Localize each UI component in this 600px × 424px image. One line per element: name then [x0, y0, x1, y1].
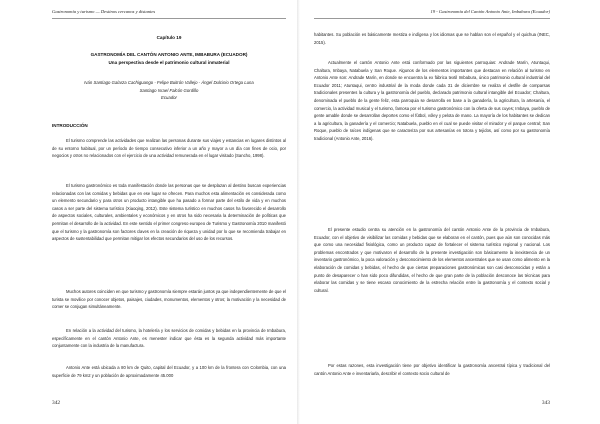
- chapter-title-main: GASTRONOMÍA DEL CANTÓN ANTONIO ANTE, IMBABURA (ECUADOR): [90, 52, 248, 57]
- paragraph: Por estas razones, esta investigación tiene por objetivo identificar la gastronomía ancestral típica y tradicional del cantón Antonio Ante e inventariarla, describir el contexto socio cultural de: [314, 363, 550, 376]
- paragraph: habitantes. Su población es básicamente mestiza e indígena y los idiomas que se hablan son el español y el quichua (INEC, 2015).: [314, 32, 550, 45]
- running-head: 19 - Gastronomía del Cantón Antonio Ante, Imbabura (Ecuador): [430, 9, 550, 14]
- paragraph: En relación a la actividad del turismo, la hotelería y los servicios de comidas y bebidas en la provincia de Imbabura, específicamente en el cantón Antonio Ante, es menester indicar que ésta es la segunda actividad más importante conjuntamente con la industria de la manufactura.: [52, 328, 286, 349]
- header-rule: [52, 18, 286, 19]
- paragraph: El turismo comprende las actividades que realizan las personas durante sus viajes y estancias en lugares distintos al de su entorno habitual, por un período de tiempo consecutivo inferior a un año y mayor a un día con fines de ocio, por negocios y otros no relacionados con el ejercicio de una actividad remunerada en el lugar visitado (Sancho, 1998).: [52, 138, 286, 159]
- left-page: [0, 0, 296, 424]
- chapter-label: Capítulo 19: [156, 35, 182, 40]
- page-number: 343: [541, 400, 550, 406]
- authors-line: Iván Santiago Galarza Cachiguango - Felipe Buitrón Vallejo - Ángel Dulcinio Ortega Luna: [84, 80, 254, 85]
- paragraph: El turismo gastronómico es toda manifestación donde las personas que se desplazan al destino buscan experiencias relacionadas con las comidas y bebidas que en ese lugar se ofrecen. Para muchos esta alimentación es considerada como un elemento secundario y para otros un producto intangible que ha pasado a formar parte del estilo de vida y en muchos casos a ser parte del sistema turístico (Xiaoqing, 2012). Este sistema turístico en muchos casos ha favorecido el desarrollo de aspectos sociales, culturales, ambientales y económicos y en otros ha sido necesaria la determinación de políticas que permitan el desarrollo de la actividad. En este sentido el primer congreso europeo de Turismo y Gastronomía 2010 manifestó que el turismo y la gastronomía son factores claves en la creación de riqueza y unidad por lo que se recomienda trabajar en aspectos de sustentabilidad que permitan mitigar los efectos secundarios del uso de los recursos.: [52, 183, 286, 242]
- paragraph: Actualmente el cantón Antonio Ante está conformado por las siguientes parroquias: Andrade Marín, Atuntaqui, Chaltura, Imbaya, Natabuela y San Roque. Algunos de los elementos importantes que destacan en relación al turismo en Antonio Ante son: Andrade Marín, en donde se encuentra la ex fábrica textil Imbabura, único patrimonio cultural industrial del Ecuador 2011; Atuntaqui, centro industrial de la moda donde cada 31 de diciembre se realiza el desfile de comparsas tradicionales presentes la cultura y la gastronomía del pueblo, declarado patrimonio cultural intangible del Ecuador; Chaltura, denominada el pueblo de la gente feliz, esta parroquia se desarrolla en base a la ganadería, la agricultura, la artesanía, el comercio, la actividad musical y el turismo, famosa por el turismo gastronómico con la oferta de sus cuyes; Imbaya, pueblo de gente amable donde se desarrollan deportes como el fútbol, vóley y pelota de mano. La mayoría de los habitantes se dedican a la agricultura, la ganadería y el comercio; Natabuela, pueblo en el cual se puede visitar el mirador y el parque central; San Roque, pueblo de raíces indígenas que se caracteriza por sus artesanías en totora y tejidos, así como por su gastronomía tradicional (Antonio Ante, 2016).: [314, 60, 550, 141]
- header-rule: [314, 18, 550, 19]
- right-page: [300, 0, 600, 424]
- running-head: Gastronomía y turismo — Destinos cercanos y distantes: [52, 9, 156, 14]
- page-number: 342: [52, 400, 61, 406]
- authors: [52, 79, 286, 102]
- chapter-subtitle: Una perspectiva desde el patrimonio cultural inmaterial: [108, 59, 230, 65]
- chapter-title: [52, 51, 286, 67]
- section-heading: INTRODUCCIÓN: [52, 123, 88, 128]
- paragraph: Antonio Ante está ubicada a 80 km de Quito, capital del Ecuador, y a 100 km de la frontera con Colombia, con una superficie de 79 km2 y un población de aproximadamente 45.000: [52, 365, 286, 378]
- author-country: Ecuador: [160, 95, 177, 101]
- paragraph: El presente estudio centra su atención en la gastronomía del cantón Antonio Ante de la provincia de Imbabura, Ecuador, con el objetivo de visibilizar las comidas y bebidas que se elaboran en el cantón, pues que aún son conocidas más que como una necesidad fisiológica, como un producto capaz de fortalecer el sistema turístico regional y nacional. Los problemas encontrados y que motivaron el desarrollo de la presente investigación son básicamente la inexistencia de un inventario gastronómico, la poca valoración y desconocimiento de los elementos ancestrales que se usan como alimento en la elaboración de comidas y bebidas, el hecho de que ciertas preparaciones gastronómicas son casi desconocidas y están a punto de desaparecer o han sido poco difundidas, el hecho de que gran parte de la población desconoce las técnicas para elaborar las comidas y se tiene escaso conocimiento de la estrecha relación entre la gastronomía y el contexto social y cultural.: [314, 227, 550, 293]
- paragraph: Muchos autores coinciden en que turismo y gastronomía siempre estarán juntos ya que independientemente de que el turista se movilice por conocer objetos, paisajes, ciudades, monumentos, elementos y otros; la motivación y la necesidad de comer se conjugan simultáneamente.: [52, 289, 286, 310]
- authors-line: Santiago Israel Falcón Gordillo: [139, 87, 199, 93]
